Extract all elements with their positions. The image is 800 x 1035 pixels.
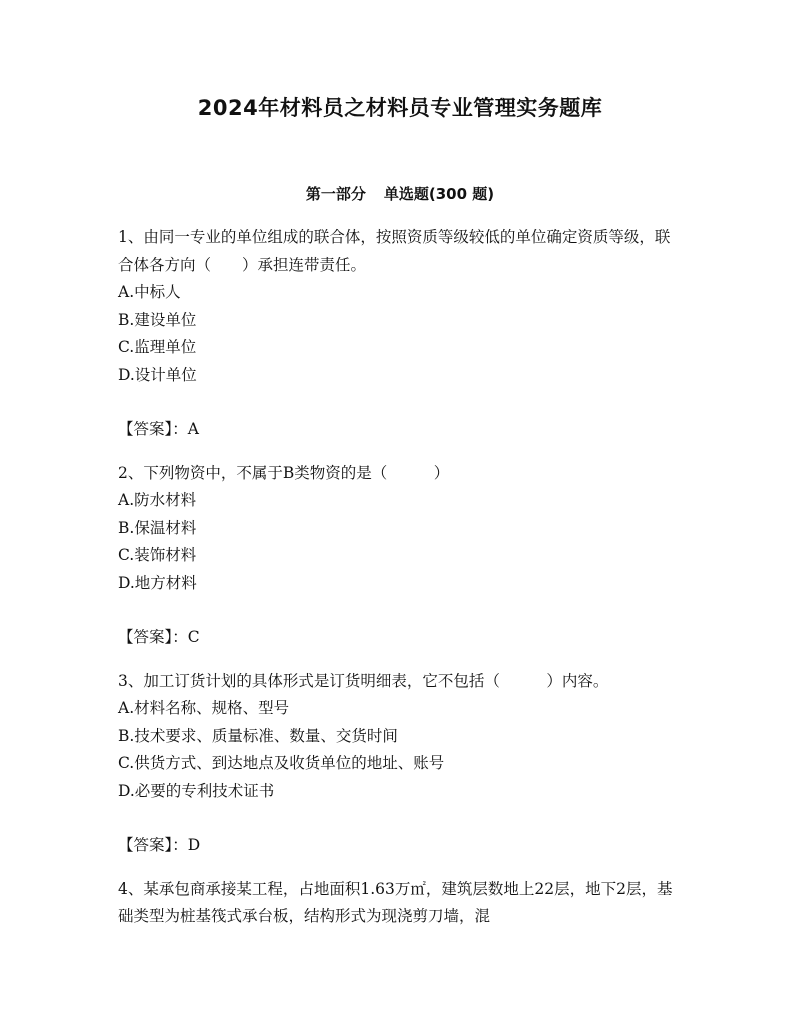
question-1 — [118, 224, 684, 444]
question-4 — [118, 876, 684, 931]
option-c: C.装饰材料 — [118, 546, 197, 564]
answer-label: 【答案】：D — [118, 836, 201, 854]
option-a: A.材料名称、规格、型号 — [118, 699, 290, 717]
question-text: 3、加工订货计划的具体形式是订货明细表，它不包括（ ）内容。 — [118, 671, 609, 690]
option-c: C.供货方式、到达地点及收货单位的地址、账号 — [118, 754, 445, 772]
option-b: B.建设单位 — [118, 310, 197, 329]
section-heading — [0, 183, 800, 204]
option-d: D.必要的专利技术证书 — [118, 781, 275, 800]
question-2 — [118, 460, 684, 652]
page-title: 2024年材料员之材料员专业管理实务题库 — [197, 96, 603, 120]
option-b: B.技术要求、质量标准、数量、交货时间 — [118, 726, 398, 745]
option-b: B.保温材料 — [118, 518, 197, 537]
option-a: A.中标人 — [118, 283, 181, 301]
answer-label: 【答案】：C — [118, 628, 200, 646]
question-3 — [118, 668, 684, 860]
option-d: D.地方材料 — [118, 573, 197, 592]
question-text: 1、由同一专业的单位组成的联合体，按照资质等级较低的单位确定资质等级，联合体各方向（ ）承担连带责任。 — [118, 228, 671, 274]
question-text: 2、下列物资中，不属于B类物资的是（ ） — [118, 463, 450, 482]
option-d: D.设计单位 — [118, 365, 197, 384]
answer-label: 【答案】：A — [118, 420, 199, 438]
option-a: A.防水材料 — [118, 491, 197, 509]
section-name: 单选题(300 题) — [383, 185, 495, 203]
question-list — [118, 224, 684, 945]
option-c: C.监理单位 — [118, 338, 197, 356]
section-part: 第一部分 — [305, 185, 366, 203]
question-text: 4、某承包商承接某工程，占地面积1.63万㎡，建筑层数地上22层，地下2层，基础类型为桩基筏式承台板，结构形式为现浇剪刀墙，混 — [118, 879, 673, 925]
